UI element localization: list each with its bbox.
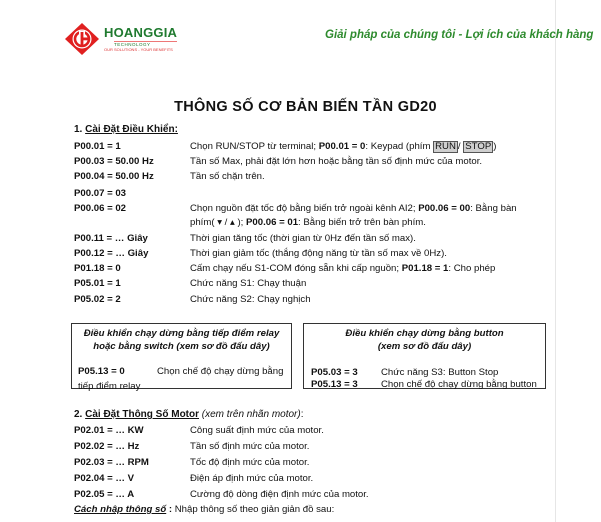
section-number: 1.: [74, 124, 83, 135]
section-title: Cài Đặt Điều Khiển:: [85, 124, 178, 135]
param-desc: Điện áp định mức của motor.: [190, 473, 314, 484]
param-key: P02.05 = … A: [74, 489, 135, 500]
box-title-line1: Điều khiển chạy dừng bằng tiếp điểm relay: [83, 328, 280, 339]
param-desc: Thời gian tăng tốc (thời gian từ 0Hz đến tần số max).: [190, 233, 416, 244]
instructions-label: Cách nhập thông số: [74, 504, 167, 515]
instructions-text: Nhập thông số theo giản giản đồ sau:: [174, 504, 335, 515]
param-key: P00.04 = 50.00 Hz: [74, 171, 154, 182]
logo-diamond-icon: [64, 22, 100, 56]
param-key: P00.01 = 1: [74, 141, 121, 152]
param-key: P02.03 = … RPM: [74, 457, 149, 468]
company-logo: [64, 22, 177, 56]
box-title-line1: Điều khiển chạy dừng bằng button: [345, 328, 504, 339]
section-note: (xem trên nhãn motor): [199, 409, 301, 420]
param-key: P05.03 = 3: [311, 367, 358, 378]
param-key: P05.13 = 0: [78, 366, 125, 377]
param-desc: Cấm chạy nếu S1-COM đóng sẵn khi cấp nguồn; P01.18 = 1: Cho phép: [190, 263, 496, 274]
param-desc: phím( ▾ / ▴ ); P00.06 = 01: Bằng biến trở trên bàn phím.: [190, 217, 426, 228]
param-key: P02.02 = … Hz: [74, 441, 140, 452]
param-key: P00.12 = … Giây: [74, 248, 149, 259]
param-key: P00.11 = … Giây: [74, 233, 148, 244]
param-desc: Chức năng S2: Chạy nghịch: [190, 294, 311, 305]
page-edge-divider: [555, 0, 556, 522]
param-desc: Chức năng S1: Chạy thuận: [190, 278, 307, 289]
param-desc: Tần số Max, phải đặt lớn hơn hoặc bằng tần số định mức của motor.: [190, 156, 483, 167]
run-key-label: RUN: [435, 141, 456, 152]
slogan: Giải pháp của chúng tôi - Lợi ích của khách hàng: [325, 29, 594, 41]
param-desc: Tần số chặn trên.: [190, 171, 265, 182]
section-title: Cài Đặt Thông Số Motor: [85, 409, 200, 420]
param-desc: Chọn RUN/STOP từ terminal; P00.01 = 0: Keypad (phím RUN / STOP ): [190, 141, 497, 152]
param-desc: Chọn chế độ chạy dừng bằng button: [381, 379, 537, 390]
relay-control-box: [71, 323, 292, 392]
param-key: P02.01 = … KW: [74, 425, 144, 436]
param-desc: Chức năng S3: Button Stop: [381, 367, 499, 378]
param-key: P05.02 = 2: [74, 294, 121, 305]
button-control-box: [303, 323, 546, 389]
param-desc: Tốc độ định mức của motor.: [190, 457, 310, 468]
section-number: 2.: [74, 409, 83, 420]
input-instructions: [74, 504, 334, 515]
logo-name: HOANGGIA: [104, 24, 178, 40]
param-key: P05.13 = 3: [311, 379, 358, 390]
section-2-heading: [74, 409, 304, 420]
stop-key-label: STOP: [465, 141, 492, 152]
document-title: THÔNG SỐ CƠ BẢN BIẾN TẦN GD20: [174, 99, 437, 115]
box-title-line2: (xem sơ đồ đấu dây): [377, 341, 472, 352]
param-key: P00.07 = 03: [74, 188, 127, 199]
param-desc: Công suất định mức của motor.: [190, 425, 324, 436]
param-desc: Cường độ dòng điện định mức của motor.: [190, 489, 369, 500]
param-desc: Chọn chế độ chạy dừng bằng: [157, 366, 284, 377]
param-key: P02.04 = … V: [74, 473, 134, 484]
logo-sub: TECHNOLOGY: [114, 41, 177, 48]
param-key: P05.01 = 1: [74, 278, 121, 289]
param-key: P01.18 = 0: [74, 263, 121, 274]
colon: :: [300, 409, 304, 420]
param-desc-continued: tiếp điểm relay: [78, 381, 141, 392]
param-key: P00.06 = 02: [74, 203, 127, 214]
section-1-heading: [74, 124, 178, 135]
logo-tagline: OUR SOLUTIONS - YOUR BENEFITS: [104, 47, 173, 53]
separator: :: [166, 504, 175, 515]
param-key: P00.03 = 50.00 Hz: [74, 156, 154, 167]
box-title-line2: hoặc bằng switch (xem sơ đồ đấu dây): [93, 341, 270, 352]
param-desc: Chọn nguồn đặt tốc độ bằng biến trở ngoài kênh AI2; P00.06 = 00: Bằng bàn: [190, 203, 517, 214]
param-desc: Thời gian giảm tốc (thắng động năng từ tần số max về 0Hz).: [190, 248, 447, 259]
param-desc: Tần số định mức của motor.: [190, 441, 310, 452]
